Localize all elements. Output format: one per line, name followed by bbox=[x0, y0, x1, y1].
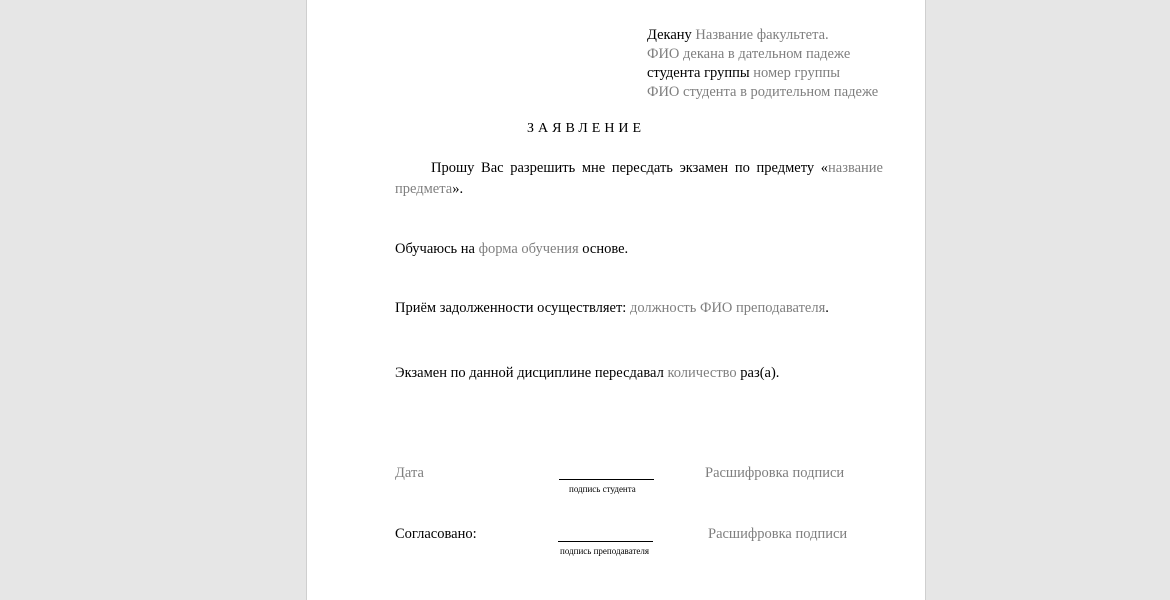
dean-label: Декану bbox=[647, 27, 692, 43]
date-placeholder[interactable]: Дата bbox=[395, 465, 424, 481]
subject-placeholder[interactable]: название предмета bbox=[395, 160, 883, 197]
study-form-line bbox=[395, 240, 628, 259]
student-name-placeholder[interactable]: ФИО студента в родительном падеже bbox=[647, 84, 879, 100]
student-signature-line[interactable] bbox=[559, 479, 654, 480]
student-decoding-placeholder[interactable]: Расшифровка подписи bbox=[705, 465, 845, 481]
examiner-text-after: . bbox=[825, 300, 829, 316]
student-signature-caption: подпись студента bbox=[569, 484, 636, 494]
dean-name-placeholder[interactable]: ФИО декана в дательном падеже bbox=[647, 46, 851, 62]
study-text-after: основе. bbox=[582, 241, 629, 257]
group-number-placeholder[interactable]: номер группы bbox=[753, 65, 840, 81]
study-text-before: Обучаюсь на bbox=[395, 241, 475, 257]
teacher-signature-line[interactable] bbox=[558, 541, 653, 542]
agreed-label: Согласовано: bbox=[395, 526, 477, 542]
teacher-decoding-placeholder[interactable]: Расшифровка подписи bbox=[708, 526, 848, 542]
teacher-signature-caption: подпись преподавателя bbox=[560, 546, 650, 556]
retakes-count-placeholder[interactable]: количество bbox=[667, 365, 737, 381]
examiner-line bbox=[395, 299, 829, 318]
retakes-text-before: Экзамен по данной дисциплине пересдавал bbox=[395, 365, 664, 381]
examiner-placeholder[interactable]: должность ФИО преподавателя bbox=[629, 300, 826, 316]
request-paragraph bbox=[395, 158, 883, 200]
document-page bbox=[306, 0, 926, 600]
retakes-line bbox=[395, 364, 779, 383]
faculty-placeholder[interactable]: Название факультета. bbox=[695, 27, 829, 43]
request-text-after: ». bbox=[452, 181, 464, 197]
student-group-line bbox=[647, 64, 840, 83]
study-form-placeholder[interactable]: форма обучения bbox=[478, 241, 579, 257]
retakes-text-after: раз(а). bbox=[740, 365, 780, 381]
student-group-label: студента группы bbox=[647, 65, 750, 81]
request-text-before: Прошу Вас разрешить мне пересдать экзамен по предмету « bbox=[431, 160, 829, 176]
addressee-dean bbox=[647, 26, 829, 45]
document-title: ЗАЯВЛЕНИЕ bbox=[527, 121, 646, 136]
examiner-text-before: Приём задолженности осуществляет: bbox=[395, 300, 627, 316]
